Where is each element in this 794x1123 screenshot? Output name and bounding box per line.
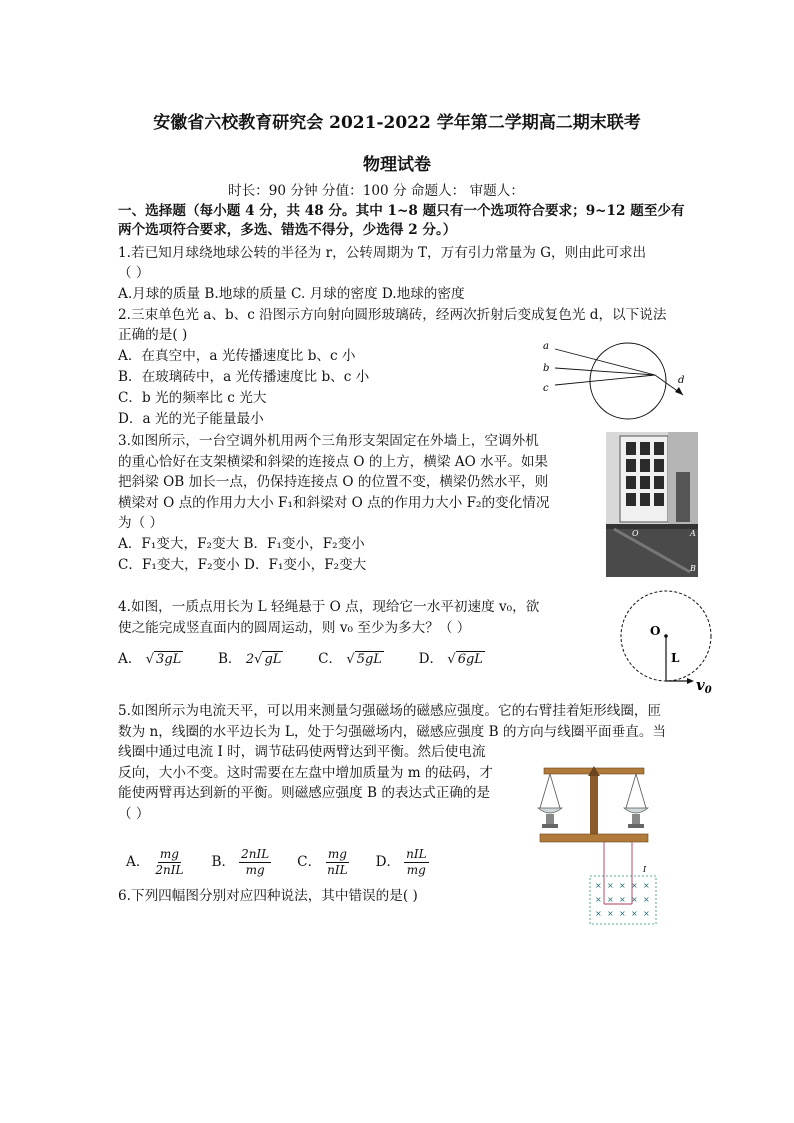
q3-stem-line1: 3.如图所示，一台空调外机用两个三角形支架固定在外墙上，空调外机 xyxy=(118,433,539,449)
q4-option-b-label: B． xyxy=(217,651,242,667)
svg-text:×: × xyxy=(595,895,602,904)
svg-text:×: × xyxy=(607,895,614,904)
q2-label-b: b xyxy=(543,363,550,374)
q5-label-i: I xyxy=(643,865,647,874)
svg-text:×: × xyxy=(595,909,602,918)
q3-stem-line4: 横梁对 O 点的作用力大小 F₁和斜梁对 O 点的作用力大小 F₂的变化情况 xyxy=(118,495,550,511)
q5-stem-line6: （ ） xyxy=(118,806,150,822)
q1-options: A.月球的质量 B.地球的质量 C. 月球的密度 D.地球的密度 xyxy=(118,286,465,302)
q2-option-d: D．a 光的光子能量最小 xyxy=(118,411,264,427)
q5-option-d-fraction: $\frac{\text{nIL}}{mg}$ xyxy=(406,846,427,877)
q3-stem-line3: 把斜梁 OB 加长一点，仍保持连接点 O 的位置不变，横梁仍然水平，则 xyxy=(118,474,549,490)
q3-stem-line5: 为（ ） xyxy=(118,515,164,531)
svg-text:×: × xyxy=(619,881,626,890)
svg-text:×: × xyxy=(607,909,614,918)
q4-option-b-value: 2√ gL xyxy=(245,652,282,667)
q2-label-a: a xyxy=(543,341,549,352)
q4-option-a-label: A． xyxy=(118,651,142,667)
q4-label-o: O xyxy=(650,624,661,638)
svg-text:×: × xyxy=(595,881,602,890)
q2-label-d: d xyxy=(678,375,685,386)
q4-circle-figure xyxy=(616,590,726,698)
q5-stem-line2: 数为 n，线圈的水平边长为 L，处于匀强磁场内，磁感应强度 B 的方向与线圈平面垂直。当 xyxy=(118,724,667,740)
svg-text:×: × xyxy=(631,881,638,890)
q5-option-b-label: B． xyxy=(211,853,236,870)
svg-text:×: × xyxy=(619,909,626,918)
q4-label-l: L xyxy=(671,651,680,665)
q5-option-c-label: C． xyxy=(297,853,322,870)
q3-label-b: B xyxy=(690,564,696,573)
svg-text:×: × xyxy=(643,881,650,890)
q4-option-c-label: C． xyxy=(318,651,343,667)
svg-text:×: × xyxy=(619,895,626,904)
q3-options-cd: C．F₁变大，F₂变小 D．F₁变小，F₂变大 xyxy=(118,557,367,573)
q2-stem-line1: 2.三束单色光 a、b、c 沿图示方向射向圆形玻璃砖，经两次折射后变成复色光 d，以下说法 xyxy=(118,307,667,323)
q4-stem-line1: 4.如图，一质点用长为 L 轻绳悬于 O 点，现给它一水平初速度 v₀，欲 xyxy=(118,599,540,615)
exam-subtitle: 物理试卷 xyxy=(363,155,431,175)
q3-label-a: A xyxy=(690,529,696,538)
q2-stem-line2: 正确的是( ) xyxy=(118,327,188,343)
q2-option-b: B．在玻璃砖中，a 光传播速度比 b、c 小 xyxy=(118,369,370,385)
q5-option-b-fraction: $\frac{\text{2nIL}}{mg}$ xyxy=(241,846,270,877)
svg-text:×: × xyxy=(643,909,650,918)
q4-option-c-value: √ 5gL xyxy=(346,652,382,667)
exam-title: 安徽省六校教育研究会 2021-2022 学年第二学期高二期末联考 xyxy=(153,113,641,133)
q1-stem-line1: 1.若已知月球绕地球公转的半径为 r，公转周期为 T，万有引力常量为 G，则由此可求出 xyxy=(118,245,647,261)
q5-option-a-label: A． xyxy=(126,853,150,870)
q3-label-o: O xyxy=(632,529,639,538)
q2-option-a: A．在真空中，a 光传播速度比 b、c 小 xyxy=(118,348,356,364)
q4-label-v0: $v_0$ xyxy=(696,676,712,696)
q4-option-d-label: D． xyxy=(418,651,444,667)
q5-stem-line3: 线圈中通过电流 I 时，调节砝码使两臂达到平衡。然后使电流 xyxy=(118,744,486,760)
q1-stem-line2: （ ） xyxy=(118,265,150,281)
svg-text:×: × xyxy=(631,895,638,904)
svg-text:×: × xyxy=(607,881,614,890)
q6-stem-line1: 6.下列四幅图分别对应四种说法，其中错误的是( ) xyxy=(118,888,418,904)
q5-option-c-fraction: $\frac{mg}{\text{nIL}}$ xyxy=(327,846,348,877)
q4-options xyxy=(118,650,485,669)
section-heading-line2: 两个选项符合要求，多选、错选不得分，少选得 2 分。） xyxy=(118,222,457,238)
q2-glass-figure xyxy=(535,335,695,445)
q2-label-c: c xyxy=(543,383,549,394)
q5-stem-line1: 5.如图所示为电流天平，可以用来测量匀强磁场的磁感应强度。它的右臂挂着矩形线圈，匝 xyxy=(118,703,662,719)
q4-option-a-value: √ 3gL xyxy=(145,652,182,667)
q5-option-d-label: D． xyxy=(375,853,401,870)
q5-stem-line5: 能使两臂再达到新的平衡。则磁感应强度 B 的表达式正确的是 xyxy=(118,785,491,801)
section-heading-line1: 一、选择题（每小题 4 分，共 48 分。其中 1~8 题只有一个选项符合要求；9~12 题至少有 xyxy=(118,203,685,219)
svg-text:×: × xyxy=(643,895,650,904)
q3-options-ab: A．F₁变大，F₂变大 B．F₁变小，F₂变小 xyxy=(118,536,365,552)
q3-ac-unit-photo xyxy=(606,432,698,577)
q5-options xyxy=(126,844,433,880)
q4-option-d-value: √ 6gL xyxy=(447,652,483,667)
q5-stem-line4: 反向，大小不变。这时需要在左盘中增加质量为 m 的砝码，才 xyxy=(118,765,493,781)
q5-current-balance-figure xyxy=(528,762,668,927)
q2-option-c: C．b 光的频率比 c 光大 xyxy=(118,390,267,406)
q3-stem-line2: 的重心恰好在支架横梁和斜梁的连接点 O 的上方，横梁 AO 水平。如果 xyxy=(118,454,549,470)
q5-option-a-fraction: $\frac{mg}{\text{2nIL}}$ xyxy=(155,846,184,877)
q4-stem-line2: 使之能完成竖直面内的圆周运动，则 v₀ 至少为多大？（ ） xyxy=(118,620,471,636)
exam-meta: 时长：90 分钟 分值：100 分 命题人： 审题人： xyxy=(228,183,524,199)
svg-text:×: × xyxy=(631,909,638,918)
